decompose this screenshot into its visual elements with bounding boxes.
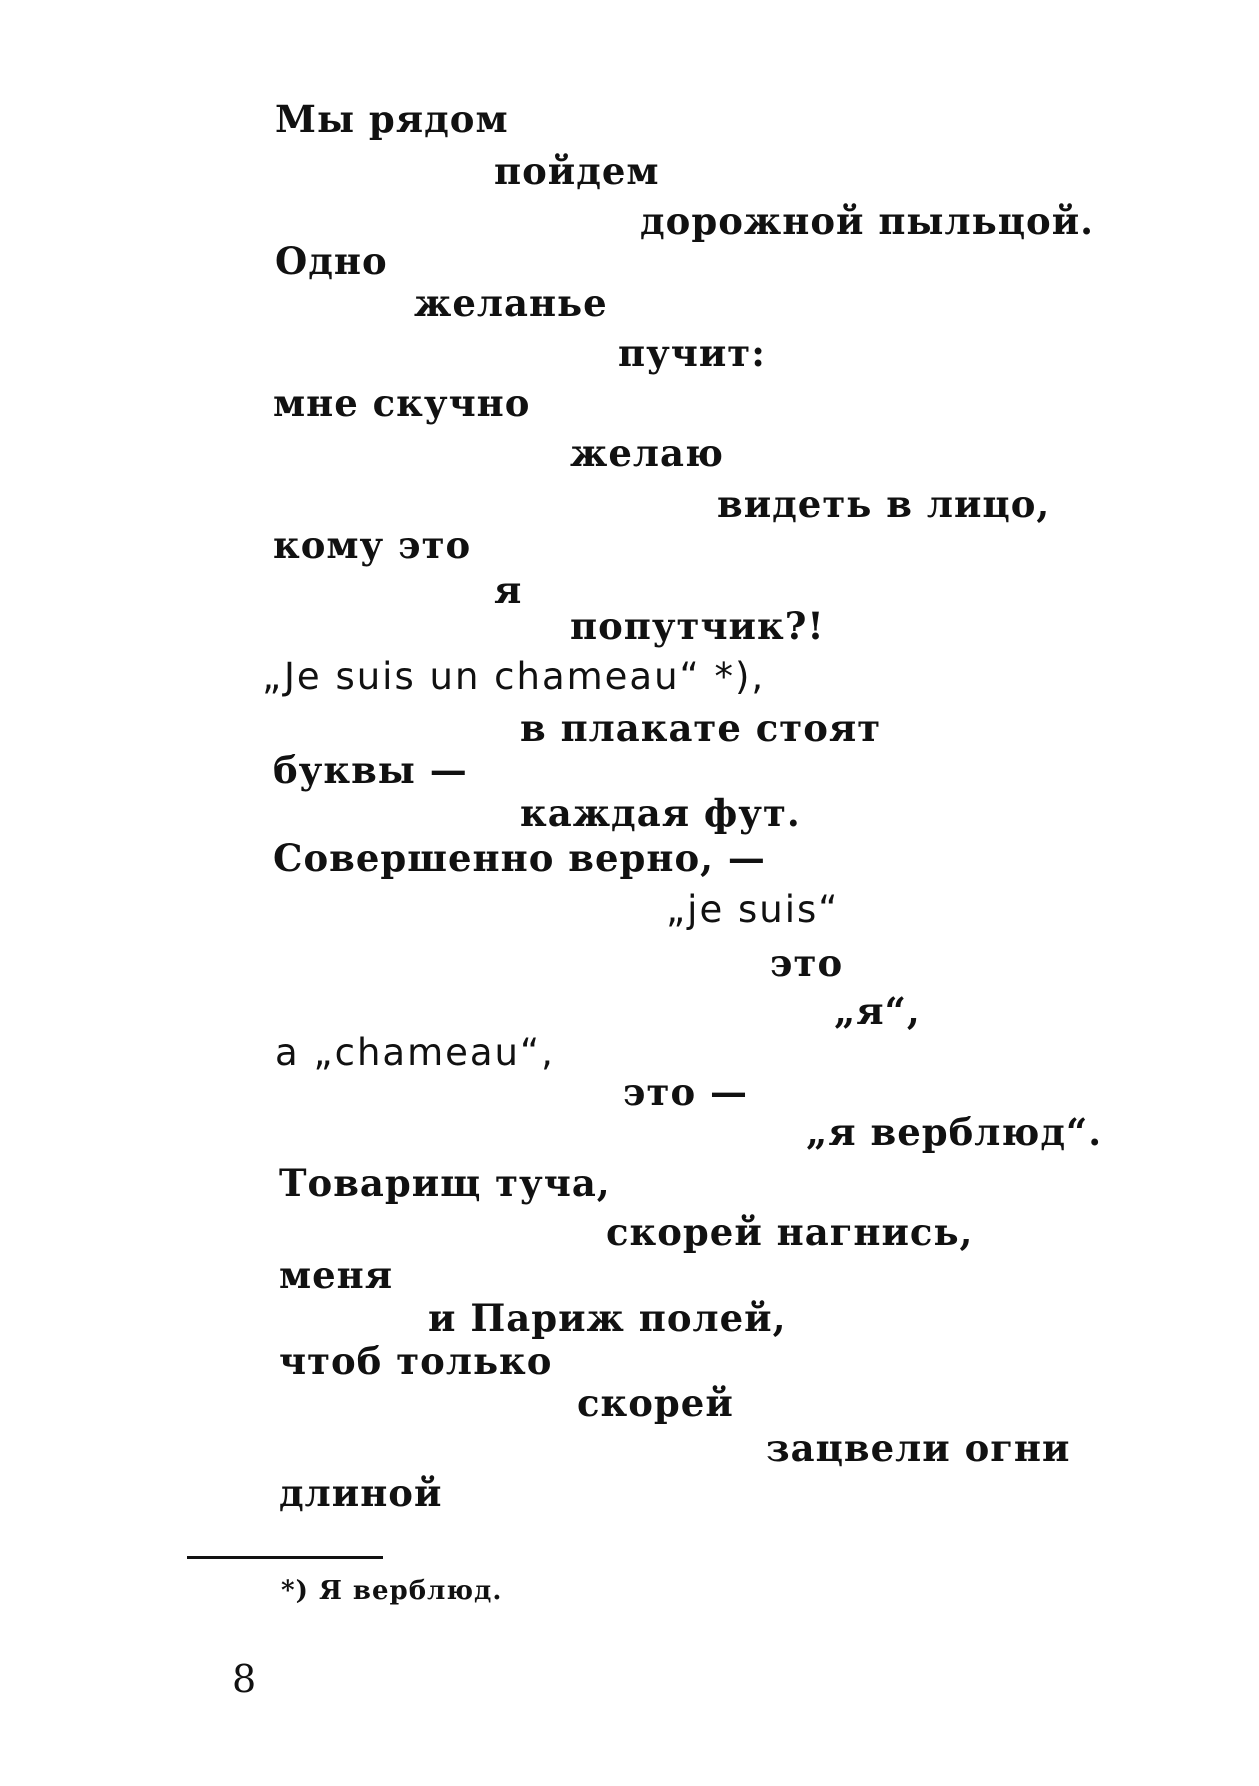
poem-line: скорей нагнись,: [606, 1210, 974, 1254]
footnote-divider: [187, 1556, 383, 1559]
poem-line: длиной: [279, 1471, 443, 1515]
poem-line: дорожной пыльцой.: [640, 199, 1095, 243]
poem-line: а „chameau“,: [275, 1031, 555, 1074]
poem-line: чтоб только: [279, 1339, 553, 1383]
poem-line: мне скучно: [273, 381, 531, 425]
poem-line: видеть в лицо,: [717, 482, 1051, 526]
poem-line: в плакате стоят: [520, 706, 882, 750]
poem-line: Мы рядом: [275, 97, 509, 141]
poem-line: „я“,: [834, 989, 921, 1033]
poem-line: каждая фут.: [520, 791, 801, 835]
poem-line: желаю: [570, 431, 724, 475]
footnote: *) Я верблюд.: [281, 1576, 503, 1606]
poem-line: скорей: [577, 1381, 734, 1425]
poem-line: „je suis“: [666, 888, 840, 931]
poem-line: это: [770, 941, 844, 985]
poem-line: кому это: [273, 523, 472, 567]
page-number: 8: [232, 1657, 257, 1701]
poem-line: Товарищ туча,: [279, 1161, 611, 1205]
poem-line: буквы —: [273, 748, 468, 792]
poem-line: это —: [623, 1070, 749, 1114]
poem-line: пойдем: [494, 149, 660, 193]
poem-line: Совершенно верно, —: [273, 836, 766, 880]
poem-line: „я верблюд“.: [806, 1110, 1103, 1154]
poem-line: зацвели огни: [766, 1426, 1071, 1470]
poem-line: „Je suis un chameau“ *),: [262, 655, 766, 698]
poem-line: меня: [279, 1253, 394, 1297]
poem-line: Одно: [275, 239, 388, 283]
poem-line: и Париж полей,: [428, 1296, 787, 1340]
poem-line: попутчик?!: [570, 604, 825, 648]
poem-line: пучит:: [618, 331, 766, 375]
poem-line: я: [494, 568, 523, 612]
poem-line: желанье: [414, 281, 608, 325]
